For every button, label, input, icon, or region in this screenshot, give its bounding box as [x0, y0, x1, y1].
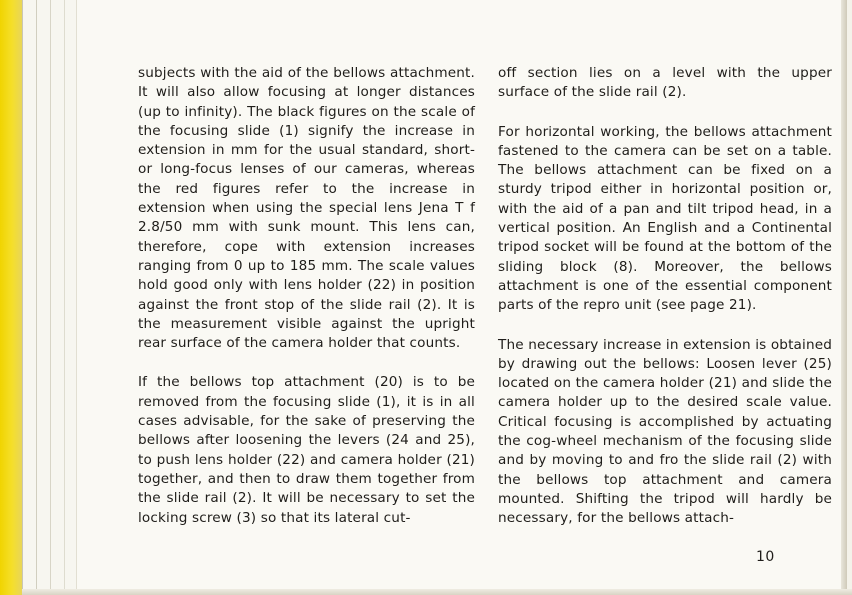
paragraph: off section lies on a level with the upper surface of the slide rail (2). — [498, 65, 832, 101]
yellow-book-edge — [0, 0, 22, 595]
page-stack-edge — [22, 0, 37, 595]
page-stack-edge — [36, 0, 51, 595]
left-text-column — [138, 64, 475, 528]
page-number: 10 — [756, 549, 775, 565]
right-text-column — [498, 64, 832, 529]
paragraph: For horizontal working, the bellows attachment fastened to the camera can be set on a table. The bellows attachment can be fixed on a sturdy tripod either in horizontal position or, with the aid of a pan and tilt tripod head, in a vertical position. An English and a Continental tripod socket will be found at the bottom of the sliding block (8). Moreover, the bellows attachment is one of the essential component parts of the repro unit (see page 21). — [498, 123, 832, 314]
page-stack-edge — [50, 0, 65, 595]
paragraph: The necessary increase in extension is obtained by drawing out the bellows: Loosen lever (25) located on the camera holder (21) and slide the camera holder up to the desired scale value. Critical focusing is accomplished by actuating the cog-wheel mechanism of the focusing slide and by moving to and fro the slide rail (2) with the bellows top attachment and camera mounted. Shifting the tripod will hardly be necessary, for the bellows attach- — [498, 336, 833, 527]
paragraph: If the bellows top attachment (20) is to be removed from the focusing slide (1), it is in all cases advisable, for the sake of preserving the bellows after loosening the levers (24 and 25), to push lens holder (22) and camera holder (21) together, and then to draw them together from the slide rail (2). It will be necessary to set the locking screw (3) so that its lateral cut- — [138, 374, 475, 526]
paragraph: subjects with the aid of the bellows attachment. It will also allow focusing at longer distances (up to infinity). The black figures on the scale of the focusing slide (1) signify the increase in extension in mm for the usual standard, short- or long-focus lenses of our cameras, whereas the red figures refer to the increase in extension when using the special lens Jena T f 2.8/50 mm with sunk mount. This lens can, therefore, cope with extension increases ranging from 0 up to 185 mm. The scale values hold good only with lens holder (22) in position against the front stop of the slide rail (2). It is the measurement visible against the upright rear surface of the camera holder that counts. — [138, 65, 475, 352]
page-bottom-shade — [22, 589, 852, 595]
page-gutter-shade — [841, 0, 847, 595]
